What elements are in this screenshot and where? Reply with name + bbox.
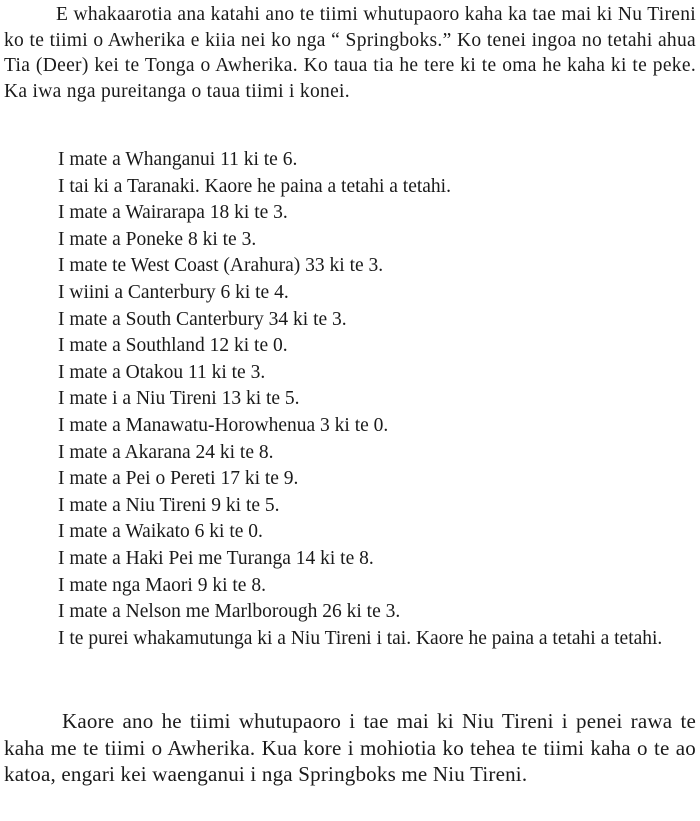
match-results-list — [58, 147, 698, 652]
result-line-wairarapa: I mate a Wairarapa 18 ki te 3. — [58, 202, 288, 224]
result-line-poneke: I mate a Poneke 8 ki te 3. — [58, 228, 257, 250]
result-line-pei-o-pereti: I mate a Pei o Pereti 17 ki te 9. — [58, 468, 299, 490]
result-line-haki-pei-turanga: I mate a Haki Pei me Turanga 14 ki te 8. — [58, 547, 374, 569]
result-line-niu-tireni-loss: I mate i a Niu Tireni 13 ki te 5. — [58, 388, 300, 410]
result-line-waikato: I mate a Waikato 6 ki te 0. — [58, 521, 263, 543]
result-line-south-canterbury: I mate a South Canterbury 34 ki te 3. — [58, 308, 347, 330]
intro-paragraph: E whakaarotia ana katahi ano te tiimi whutupaoro kaha ka tae mai ki Nu Tireni ko te tiimi o Awherika e kiia nei ko nga “ Springboks.” Ko tenei ingoa no tetahi ahua Tia (Deer) kei te Tonga o Awherika. Ko taua tia he tere ki te oma he kaha ki te peke. Ka iwa nga pureitanga o taua tiimi i konei. — [4, 4, 696, 102]
result-line-taranaki: I tai ki a Taranaki. Kaore he paina a tetahi a tetahi. — [58, 175, 451, 197]
result-line-nelson-marlborough: I mate a Nelson me Marlborough 26 ki te 3. — [58, 601, 401, 623]
result-line-akarana: I mate a Akarana 24 ki te 8. — [58, 441, 274, 463]
result-line-southland: I mate a Southland 12 ki te 0. — [58, 335, 288, 357]
result-line-final-match: I te purei whakamutunga ki a Niu Tireni i tai. Kaore he paina a tetahi a tetahi. — [58, 627, 663, 649]
closing-paragraph: Kaore ano he tiimi whutupaoro i tae mai ki Niu Tireni i penei rawa te kaha me te tiimi o Awherika. Kua kore i mohiotia ko tehea te tiimi kaha o te ao katoa, engari kei waenganui i nga Springboks me Niu Tireni. — [4, 709, 696, 786]
result-line-canterbury: I wiini a Canterbury 6 ki te 4. — [58, 281, 289, 303]
result-line-whanganui: I mate a Whanganui 11 ki te 6. — [58, 149, 298, 170]
result-line-west-coast: I mate te West Coast (Arahura) 33 ki te 3. — [58, 255, 384, 277]
result-line-manawatu-horowhenua: I mate a Manawatu-Horowhenua 3 ki te 0. — [58, 414, 389, 436]
result-line-maori: I mate nga Maori 9 ki te 8. — [58, 574, 266, 596]
result-line-otakou: I mate a Otakou 11 ki te 3. — [58, 361, 266, 383]
result-line-niu-tireni-win: I mate a Niu Tireni 9 ki te 5. — [58, 494, 280, 516]
